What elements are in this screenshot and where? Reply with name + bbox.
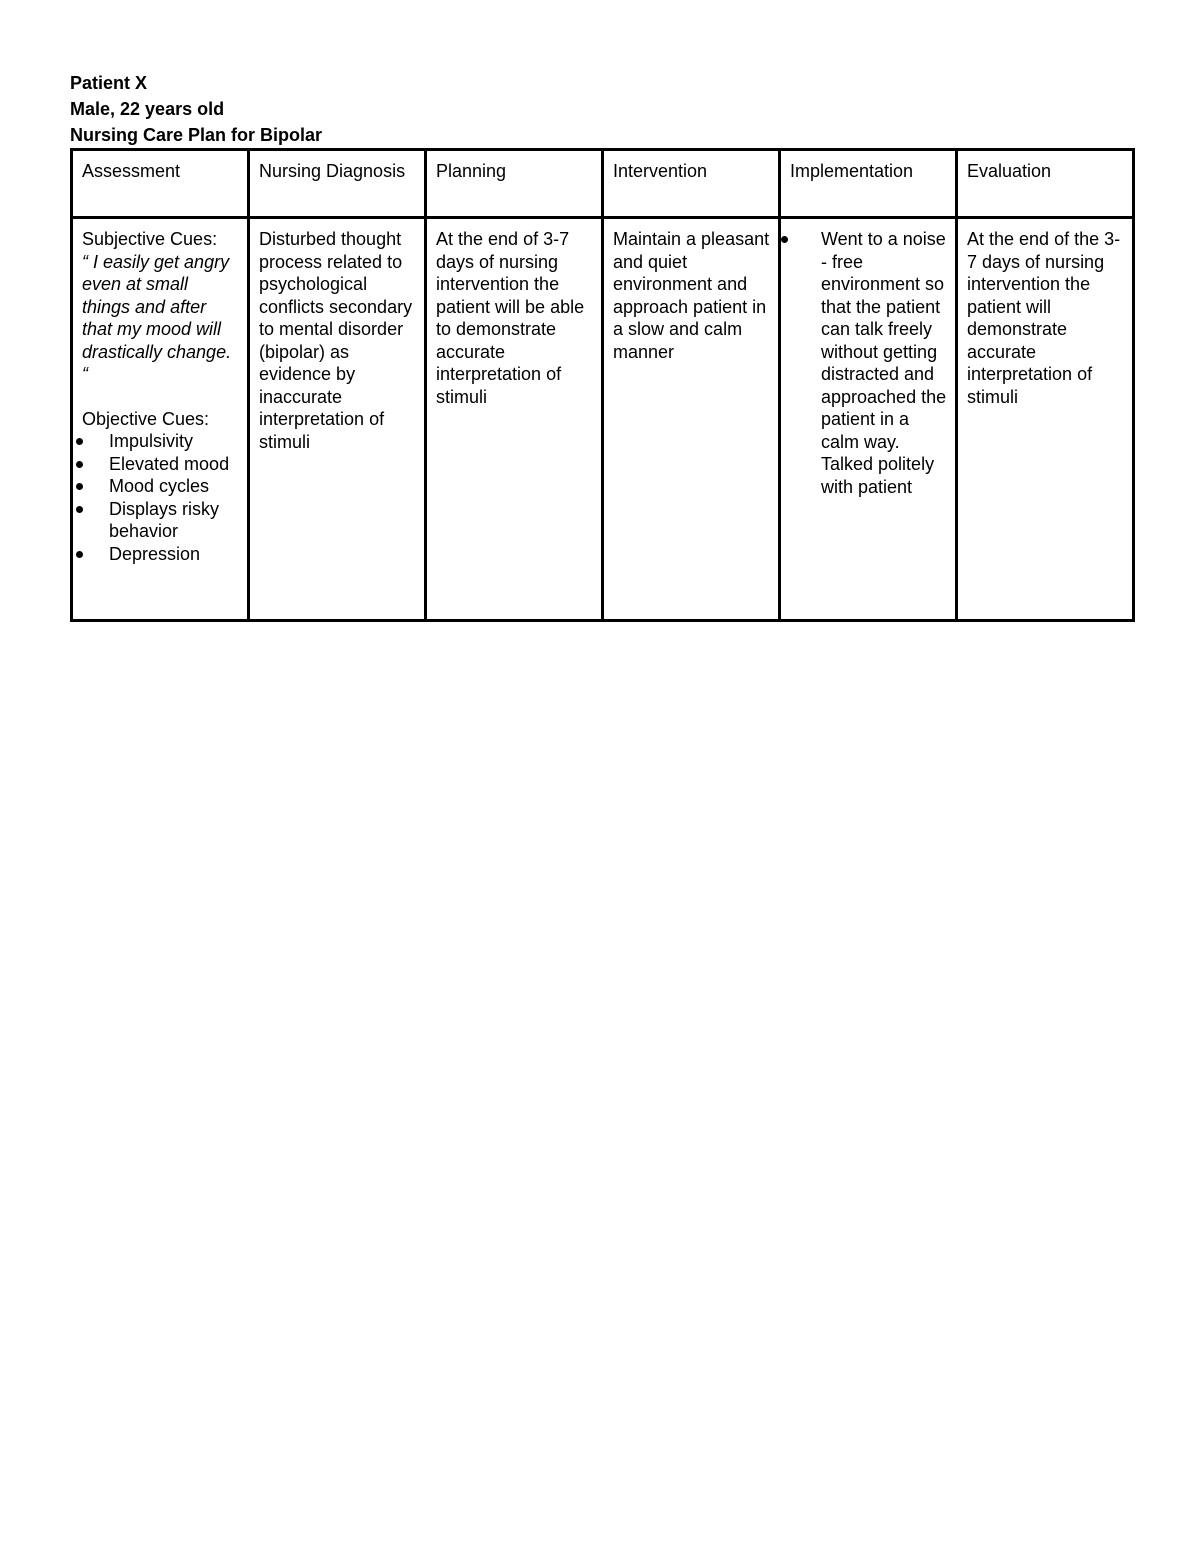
- assessment-cell: [72, 218, 249, 621]
- list-item-text: Went to a noise - free environment so that the patient can talk freely without getting distracted and approached the patient in a calm way. Talked politely with patient: [821, 229, 947, 497]
- subjective-cues-quote: “ I easily get angry even at small things and after that my mood will drastically change. “: [82, 251, 232, 384]
- column-header-evaluation: Evaluation: [957, 150, 1134, 218]
- document-header: [70, 70, 322, 148]
- list-item-text: Impulsivity: [109, 431, 194, 451]
- objective-cues-label: Objective Cues:: [82, 408, 210, 429]
- objective-cues-list: [82, 430, 239, 565]
- table-header-row: [72, 150, 1134, 218]
- bullet-icon: [76, 438, 83, 445]
- list-item: [82, 453, 239, 476]
- implementation-list: [784, 228, 947, 498]
- list-item: [82, 430, 239, 453]
- nursing-care-plan-table: [70, 148, 1135, 622]
- list-item: [784, 228, 947, 498]
- intervention-cell: Maintain a pleasant and quiet environment and approach patient in a slow and calm manner: [603, 218, 780, 621]
- list-item: [82, 543, 239, 566]
- bullet-icon: [76, 551, 83, 558]
- bullet-icon: [76, 461, 83, 468]
- list-item-text: Mood cycles: [109, 476, 210, 496]
- column-header-assessment: Assessment: [72, 150, 249, 218]
- column-header-intervention: Intervention: [603, 150, 780, 218]
- subjective-cues-label: Subjective Cues:: [82, 229, 218, 249]
- bullet-icon: [76, 483, 83, 490]
- patient-demographics: Male, 22 years old: [70, 99, 225, 119]
- table-row: [72, 218, 1134, 621]
- column-header-planning: Planning: [426, 150, 603, 218]
- column-header-implementation: Implementation: [780, 150, 957, 218]
- list-item: [82, 475, 239, 498]
- evaluation-cell: At the end of the 3-7 days of nursing intervention the patient will demonstrate accurate interpretation of stimuli: [957, 218, 1134, 621]
- list-item: [82, 498, 239, 543]
- planning-cell: At the end of 3-7 days of nursing intervention the patient will be able to demonstrate accurate interpretation of stimuli: [426, 218, 603, 621]
- implementation-cell: [780, 218, 957, 621]
- list-item-text: Elevated mood: [109, 453, 230, 474]
- nursing-diagnosis-cell: Disturbed thought process related to psychological conflicts secondary to mental disorder (bipolar) as evidence by inaccurate interpretation of stimuli: [249, 218, 426, 621]
- bullet-icon: [76, 506, 83, 513]
- list-item-text: Displays risky behavior: [109, 498, 220, 541]
- column-header-nursing-diagnosis: Nursing Diagnosis: [249, 150, 426, 218]
- document-title: Nursing Care Plan for Bipolar: [70, 125, 323, 145]
- patient-name: Patient X: [70, 73, 148, 93]
- bullet-icon: [781, 236, 788, 243]
- list-item-text: Depression: [109, 543, 201, 564]
- spacer: [82, 386, 239, 408]
